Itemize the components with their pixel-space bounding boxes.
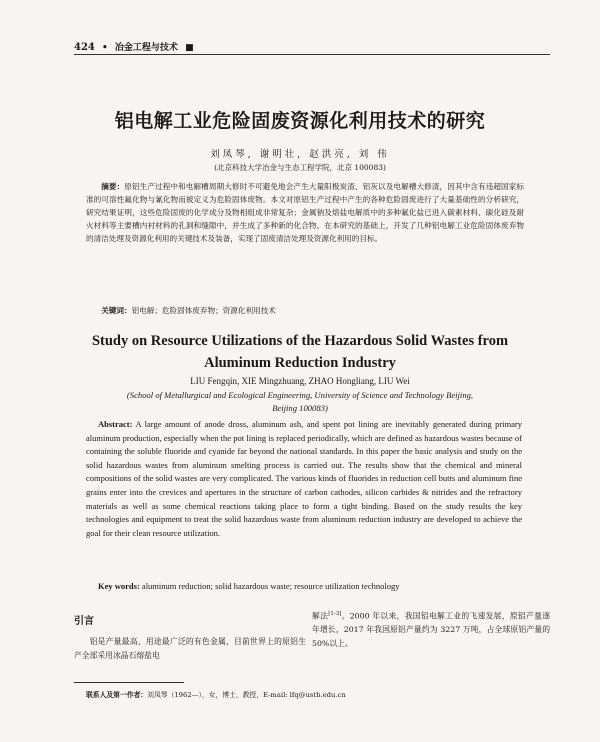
abstract-zh-label: 摘要：: [101, 182, 125, 191]
intro-left-paragraph: 铝是产量最高、用途最广泛的有色金属，目前世界上的原铝生产全部采用冰晶石熔盐电: [74, 637, 306, 660]
footnote-label: 联系人及第一作者：: [86, 691, 148, 699]
keywords-en: [86, 580, 522, 593]
abstract-en-label: Abstract:: [98, 419, 133, 429]
authors-en: LIU Fengqin, XIE Mingzhuang, ZHAO Hongliang, LIU Wei: [190, 376, 410, 386]
authors-zh: 刘凤琴, 谢明壮, 赵洪亮, 刘 伟: [210, 149, 390, 160]
footnote-rule: [74, 682, 184, 683]
header-trail-mark: ■: [185, 43, 194, 53]
title-zh: 铝电解工业危险固废资源化利用技术的研究: [114, 110, 486, 132]
intro-left-column: [74, 612, 306, 662]
affiliation-en: (School of Metallurgical and Ecological Engineering, University of Science and Technology Beijing, Beijing 100083): [126, 390, 474, 413]
citation-ref: [1-3]: [328, 611, 342, 617]
keywords-zh-label: 关键词：: [101, 306, 132, 315]
footnote-text: 刘凤琴（1962—），女，博士，教授，E-mail: lfq@ustb.edu.cn: [147, 691, 346, 699]
journal-name: 冶金工程与技术: [114, 43, 178, 53]
intro-right-text-a: 解法: [312, 611, 329, 621]
abstract-zh: [86, 180, 524, 245]
intro-right-paragraph: [312, 608, 550, 650]
keywords-zh-text: 铝电解；危险固体废弃物；资源化利用技术: [131, 306, 276, 315]
intro-right-text-b: 。2000 年以来，我国铝电解工业的飞速发展，原铝产量逐年增长，2017 年我国原铝产量约为 3227 万吨，占全球原铝产量的 50%以上。: [312, 611, 550, 648]
abstract-en-text: A large amount of anode dross, aluminum ash, and spent pot lining are inevitably generated during primary aluminum production, especially when the pot lining is replaced periodically, which are defined as hazardous wastes because of containing the soluble fluoride and cyanide far beyond the national standards. In this paper the basic analysis and study on the solid hazardous wastes from aluminum smelting process is carried out. The results show that the chemical and mineral compositions of the solid wastes are very complicated. The various kinds of fluorides in reduction cell butts and aluminum fine grains enter into the crevices and apertures in the structure of carbon cathodes, silicon carbides & nitrides and the refractory materials as well as some chemical reactions taking place to form a tight binding. Based on the study results the key technologies and equipment to treat the solid hazardous waste from aluminum reduction industry are developed to achieve the goal for their clean resource utilization.: [86, 419, 522, 538]
header-rule: [74, 54, 550, 55]
keywords-zh: [86, 304, 524, 317]
page-number: 424: [74, 42, 95, 53]
header-bullet: •: [102, 43, 108, 53]
abstract-zh-text: 原铝生产过程中和电解槽周期大修时不可避免地会产生大量阳极炭渣、铝灰以及电解槽大修渣，因其中含有违超国家标准的可溶性氟化物与氰化物而被定义为危险固体废物。本文对原铝生产过程中产生的各种危险固废进行了大量基础性的分析研究，研究结果证明，这些危险固废的化学成分及物相组成非常复杂；金属钠及熔盐电解质中的多种氟化盐已进入碳素材料、碳化硅及耐火材料等主要槽内衬材料的孔洞和缝隙中，并生成了多种新的化合物。在本研究的基础上，开发了几种铝电解工业危险固体废弃物的清洁处理及资源化利用的关键技术及装备，实现了固废清洁处理及资源化利用的目标。: [86, 182, 525, 244]
footnote: [86, 689, 546, 699]
keywords-en-text: aluminum reduction; solid hazardous waste; resource utilization technology: [141, 581, 400, 591]
abstract-en: [86, 418, 522, 540]
intro-heading: 引言: [74, 616, 94, 627]
keywords-en-label: Key words:: [98, 581, 140, 591]
intro-right-column: [312, 608, 550, 650]
running-header: [74, 40, 550, 53]
title-en: Study on Resource Utilizations of the Hazardous Solid Wastes from Aluminum Reduction Industry: [91, 333, 509, 371]
affiliation-zh: (北京科技大学冶金与生态工程学院，北京 100083): [214, 163, 386, 172]
